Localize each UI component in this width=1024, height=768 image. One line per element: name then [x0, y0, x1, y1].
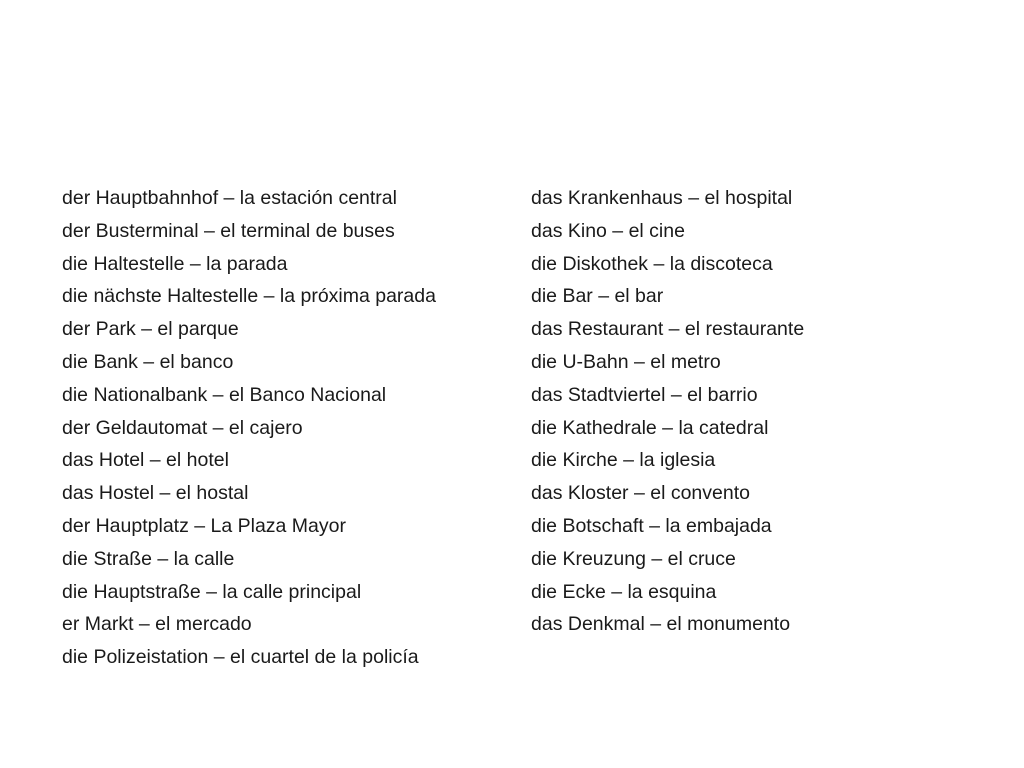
vocabulary-item: das Denkmal – el monumento: [531, 613, 791, 636]
vocabulary-item: die Ecke – la esquina: [531, 580, 717, 603]
vocabulary-item: die Kathedrale – la catedral: [531, 416, 769, 439]
vocabulary-item: das Stadtviertel – el barrio: [531, 383, 758, 406]
vocabulary-item: der Hauptplatz – La Plaza Mayor: [62, 514, 346, 537]
vocabulary-item: das Hotel – el hotel: [62, 449, 229, 472]
vocabulary-list-left: [62, 182, 502, 674]
vocabulary-item: der Park – el parque: [62, 318, 239, 341]
vocabulary-item: die Diskothek – la discoteca: [531, 252, 773, 275]
vocabulary-item: die Haltestelle – la parada: [62, 252, 288, 275]
vocabulary-item: der Busterminal – el terminal de buses: [62, 219, 395, 242]
vocabulary-item: das Hostel – el hostal: [62, 482, 249, 505]
vocabulary-item: die Polizeistation – el cuartel de la policía: [62, 646, 419, 669]
vocabulary-item: er Markt – el mercado: [62, 613, 252, 636]
vocabulary-item: die Bar – el bar: [531, 285, 664, 308]
vocabulary-item: das Restaurant – el restaurante: [531, 318, 805, 341]
vocabulary-item: die Bank – el banco: [62, 350, 234, 373]
vocabulary-item: das Krankenhaus – el hospital: [531, 187, 793, 209]
vocabulary-item: der Geldautomat – el cajero: [62, 416, 303, 439]
vocabulary-item: die nächste Haltestelle – la próxima parada: [62, 285, 436, 308]
vocabulary-item: das Kino – el cine: [531, 219, 685, 242]
vocabulary-item: das Kloster – el convento: [531, 482, 750, 505]
vocabulary-item: die Botschaft – la embajada: [531, 514, 772, 537]
vocabulary-item: die Hauptstraße – la calle principal: [62, 580, 362, 603]
vocabulary-item: die U-Bahn – el metro: [531, 350, 721, 373]
vocabulary-item: die Kreuzung – el cruce: [531, 547, 736, 570]
vocabulary-list-right: [531, 182, 971, 641]
vocabulary-item: die Straße – la calle: [62, 547, 235, 570]
vocabulary-item: der Hauptbahnhof – la estación central: [62, 187, 397, 209]
vocabulary-item: die Nationalbank – el Banco Nacional: [62, 383, 387, 406]
vocabulary-item: die Kirche – la iglesia: [531, 449, 716, 472]
